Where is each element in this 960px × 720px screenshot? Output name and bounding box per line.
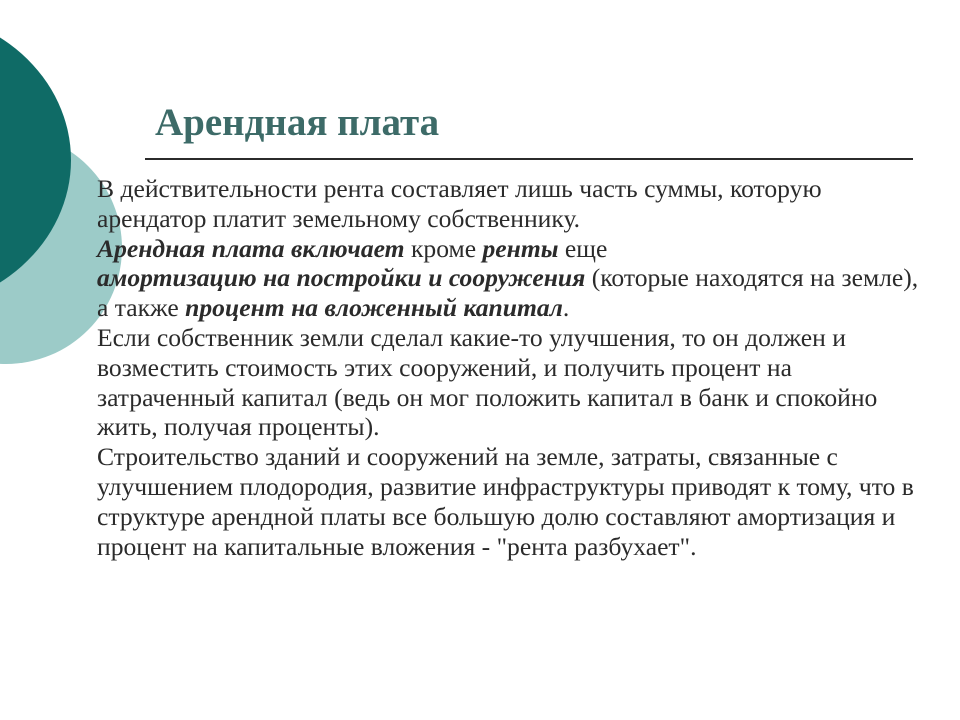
paragraph-1 [97, 174, 923, 323]
p1-text-5: . [562, 293, 570, 323]
p1-emphasis-4: процент на вложенный капитал [185, 293, 563, 323]
title-underline [145, 158, 913, 160]
paragraph-3: Строительство зданий и сооружений на земле, затраты, связанные с улучшением плодородия, развитие инфраструктуры приводят к тому, что в структуре арендной платы все большую долю составляют амортизация и процент на капитальные вложения - "рента разбухает". [97, 442, 914, 561]
slide-title: Арендная плата [155, 101, 440, 144]
p1-emphasis-2: ренты [482, 233, 559, 263]
p1-text-1: В действительности рента составляет лишь часть суммы, которую арендатор платит земельному собственнику. [97, 174, 822, 233]
p1-text-4: (которые находятся на земле), а также [97, 263, 919, 323]
p1-emphasis-3: амортизацию на постройки и сооружения [97, 263, 586, 293]
p1-text-3: еще [558, 233, 608, 263]
p1-text-2: кроме [404, 233, 483, 263]
slide-body [97, 174, 923, 561]
p1-emphasis-1: Арендная плата включает [97, 233, 405, 263]
paragraph-2: Если собственник земли сделал какие-то улучшения, то он должен и возместить стоимость этих сооружений, и получить процент на затраченный капитал (ведь он мог положить капитал в банк и спокойно жить, получая проценты). [97, 322, 878, 442]
